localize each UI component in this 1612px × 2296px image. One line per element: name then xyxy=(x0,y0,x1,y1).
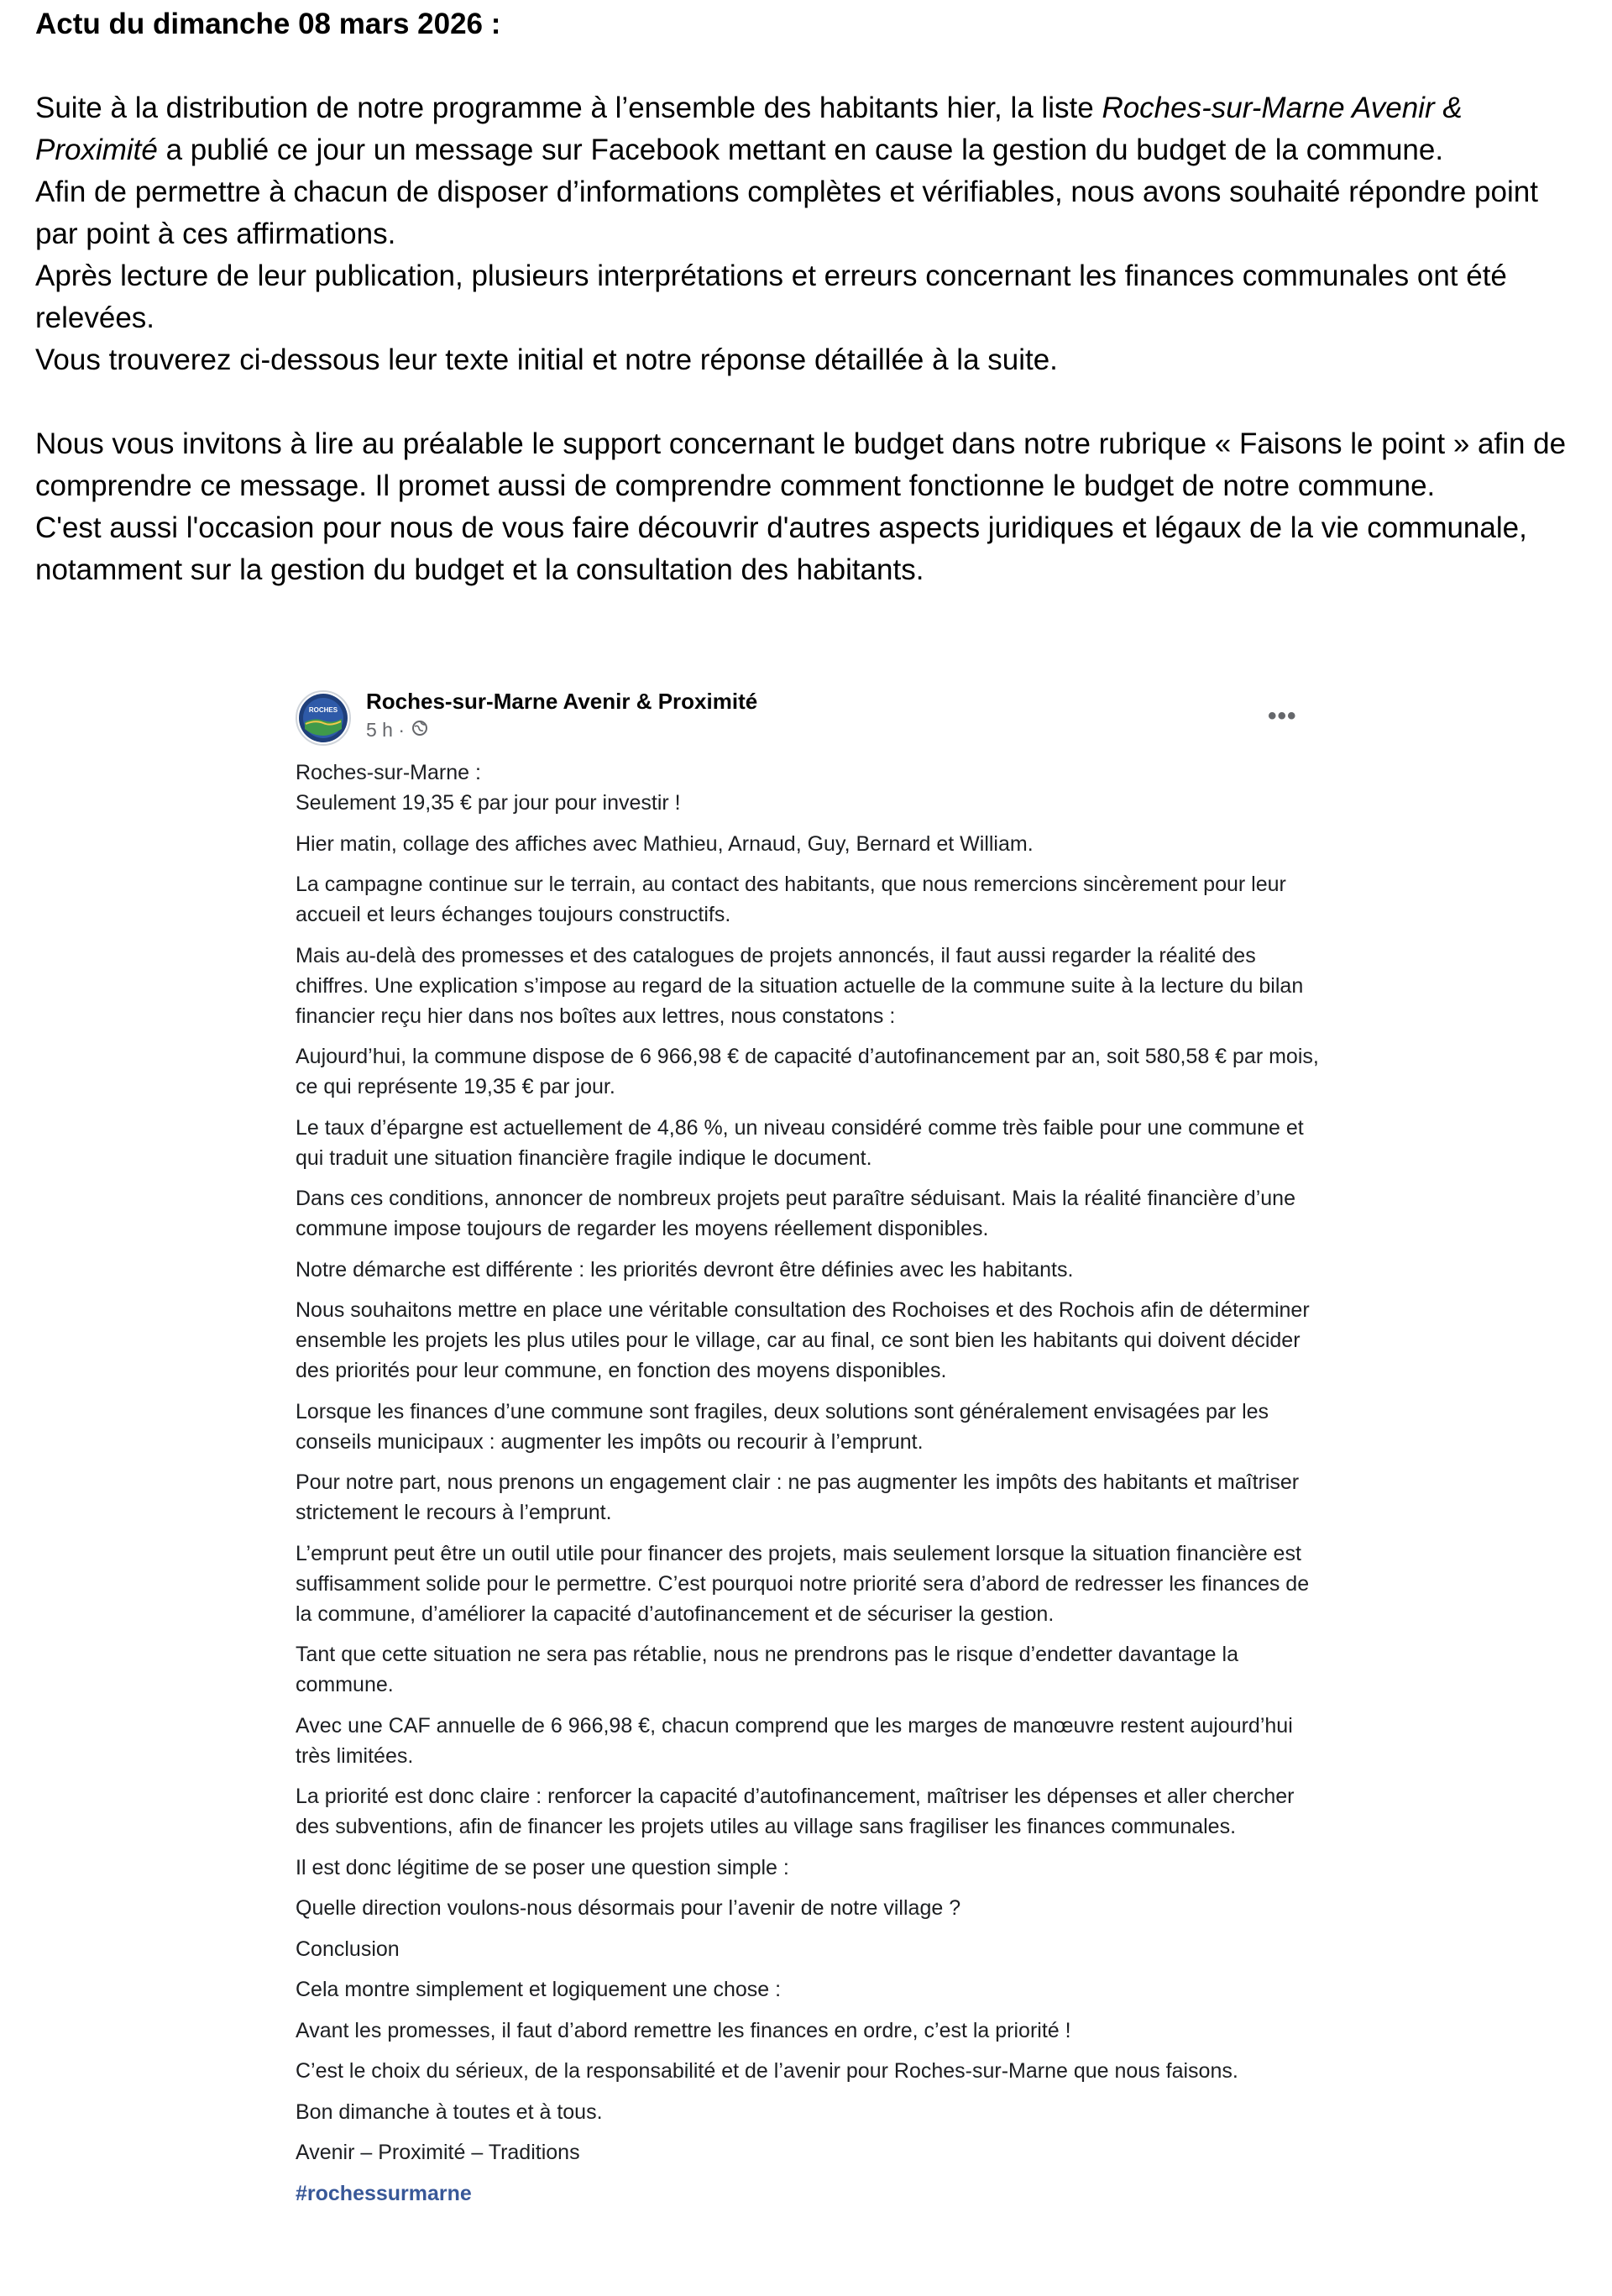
post-paragraph: Cela montre simplement et logiquement une chose : xyxy=(296,1978,782,2001)
post-paragraph: Quelle direction voulons-nous désormais pour l’avenir de notre village ? xyxy=(296,1896,961,1920)
post-paragraph: Il est donc légitime de se poser une question simple : xyxy=(296,1855,789,1879)
post-paragraph: Lorsque les finances d’une commune sont fragiles, deux solutions sont généralement envisagées par les conseils municipaux : augmenter les impôts ou recourir à l’emprunt. xyxy=(296,1399,1269,1454)
post-header-line: Roches-sur-Marne : xyxy=(296,761,481,784)
intro-paragraph: Après lecture de leur publication, plusieurs interprétations et erreurs concernant les finances communales ont été relevées. xyxy=(35,259,1507,334)
post-paragraph: Nous souhaitons mettre en place une véritable consultation des Rochoises et des Rochois afin de déterminer ensemble les projets les plus utiles pour le village, car au final, ce sont bien les habitants qui doivent décider des priorités pour leur commune, en fonction des moyens disponibles. xyxy=(296,1298,1310,1382)
intro-paragraph: Vous trouverez ci-dessous leur texte initial et notre réponse détaillée à la suite. xyxy=(35,343,1058,376)
intro-paragraph: Afin de permettre à chacun de disposer d’informations complètes et vérifiables, nous avons souhaité répondre point par point à ces affirmations. xyxy=(35,176,1538,250)
post-paragraph: Le taux d’épargne est actuellement de 4,86 %, un niveau considéré comme très faible pour une commune et qui traduit une situation financière fragile indique le document. xyxy=(296,1115,1304,1170)
post-paragraph: Conclusion xyxy=(296,1937,400,1961)
post-paragraph: La priorité est donc claire : renforcer la capacité d’autofinancement, maîtriser les dépenses et aller chercher des subventions, afin de financer les projets utiles au village sans fragiliser les finances communales. xyxy=(296,1785,1295,1838)
facebook-post xyxy=(285,672,1327,2205)
post-paragraph: Bon dimanche à toutes et à tous. xyxy=(296,2099,603,2124)
document xyxy=(35,0,1577,591)
post-paragraph: La campagne continue sur le terrain, au contact des habitants, que nous remercions sincèrement pour leur accueil et leurs échanges toujours constructifs. xyxy=(296,873,1286,926)
post-body xyxy=(296,757,1328,2209)
more-options-icon[interactable]: ••• xyxy=(1268,702,1297,730)
post-paragraph: Hier matin, collage des affiches avec Mathieu, Arnaud, Guy, Bernard et William. xyxy=(296,831,1034,856)
intro-text: Suite à la distribution de notre programme à l’ensemble des habitants hier, la liste xyxy=(35,92,1102,124)
document-title: Actu du dimanche 08 mars 2026 : xyxy=(35,8,501,40)
page-avatar-logo[interactable] xyxy=(296,690,351,746)
post-paragraph: Notre démarche est différente : les priorités devront être définies avec les habitants. xyxy=(296,1257,1074,1282)
spacer xyxy=(35,381,1577,423)
post-meta xyxy=(366,719,428,742)
logo-image xyxy=(297,692,349,744)
logo-text: ROCHES xyxy=(308,706,338,714)
post-paragraph: Avant les promesses, il faut d’abord remettre les finances en ordre, c’est la priorité ! xyxy=(296,2018,1071,2042)
post-paragraph: L’emprunt peut être un outil utile pour financer des projets, mais seulement lorsque la situation financière est suffisamment solide pour le permettre. C’est pourquoi notre priorité sera d’abord de redresser les finances de la commune, d’améliorer la capacité d’autofinancement et de sécuriser la gestion. xyxy=(296,1541,1310,1626)
intro-paragraph: Nous vous invitons à lire au préalable le support concernant le budget dans notre rubrique « Faisons le point » afin de comprendre ce message. Il promet aussi de comprendre comment fonctionne le budget de notre commune. xyxy=(35,427,1567,502)
spacer xyxy=(35,45,1577,87)
globe-icon xyxy=(411,719,428,742)
post-time[interactable]: 5 h · xyxy=(366,719,406,741)
post-paragraph: Tant que cette situation ne sera pas rétablie, nous ne prendrons pas le risque d’endetter davantage la commune. xyxy=(296,1643,1238,1696)
post-paragraph: C’est le choix du sérieux, de la responsabilité et de l’avenir pour Roches-sur-Marne que nous faisons. xyxy=(296,2059,1238,2083)
post-paragraph: Aujourd’hui, la commune dispose de 6 966,98 € de capacité d’autofinancement par an, soit 580,58 € par mois, ce qui représente 19,35 € par jour. xyxy=(296,1045,1319,1098)
intro-paragraph xyxy=(35,87,1577,171)
intro-text: a publié ce jour un message sur Facebook mettant en cause la gestion du budget de la commune. xyxy=(157,134,1444,166)
post-paragraph: Dans ces conditions, annoncer de nombreux projets peut paraître séduisant. Mais la réalité financière d’une commune impose toujours de regarder les moyens réellement disponibles. xyxy=(296,1187,1295,1240)
list-name: Roches-sur-Marne Avenir & Proximité xyxy=(35,92,1463,166)
post-header xyxy=(285,672,1327,756)
post-paragraph: Avenir – Proximité – Traditions xyxy=(296,2141,580,2164)
post-paragraph: Avec une CAF annuelle de 6 966,98 €, chacun comprend que les marges de manœuvre restent aujourd’hui très limitées. xyxy=(296,1713,1293,1768)
post-header-line: Seulement 19,35 € par jour pour investir ! xyxy=(296,791,681,815)
page-name[interactable]: Roches-sur-Marne Avenir & Proximité xyxy=(366,689,758,714)
post-paragraph: Pour notre part, nous prenons un engagement clair : ne pas augmenter les impôts des habitants et maîtriser strictement le recours à l’emprunt. xyxy=(296,1470,1300,1524)
intro-paragraph: C'est aussi l'occasion pour nous de vous faire découvrir d'autres aspects juridiques et légaux de la vie communale, notamment sur la gestion du budget et la consultation des habitants. xyxy=(35,511,1527,586)
hashtag-link[interactable]: #rochessurmarne xyxy=(296,2181,472,2205)
post-paragraph: Mais au-delà des promesses et des catalogues de projets annoncés, il faut aussi regarder la réalité des chiffres. Une explication s’impose au regard de la situation actuelle de la commune suite à la lecture du bilan financier reçu hier dans nos boîtes aux lettres, nous constatons : xyxy=(296,943,1304,1028)
